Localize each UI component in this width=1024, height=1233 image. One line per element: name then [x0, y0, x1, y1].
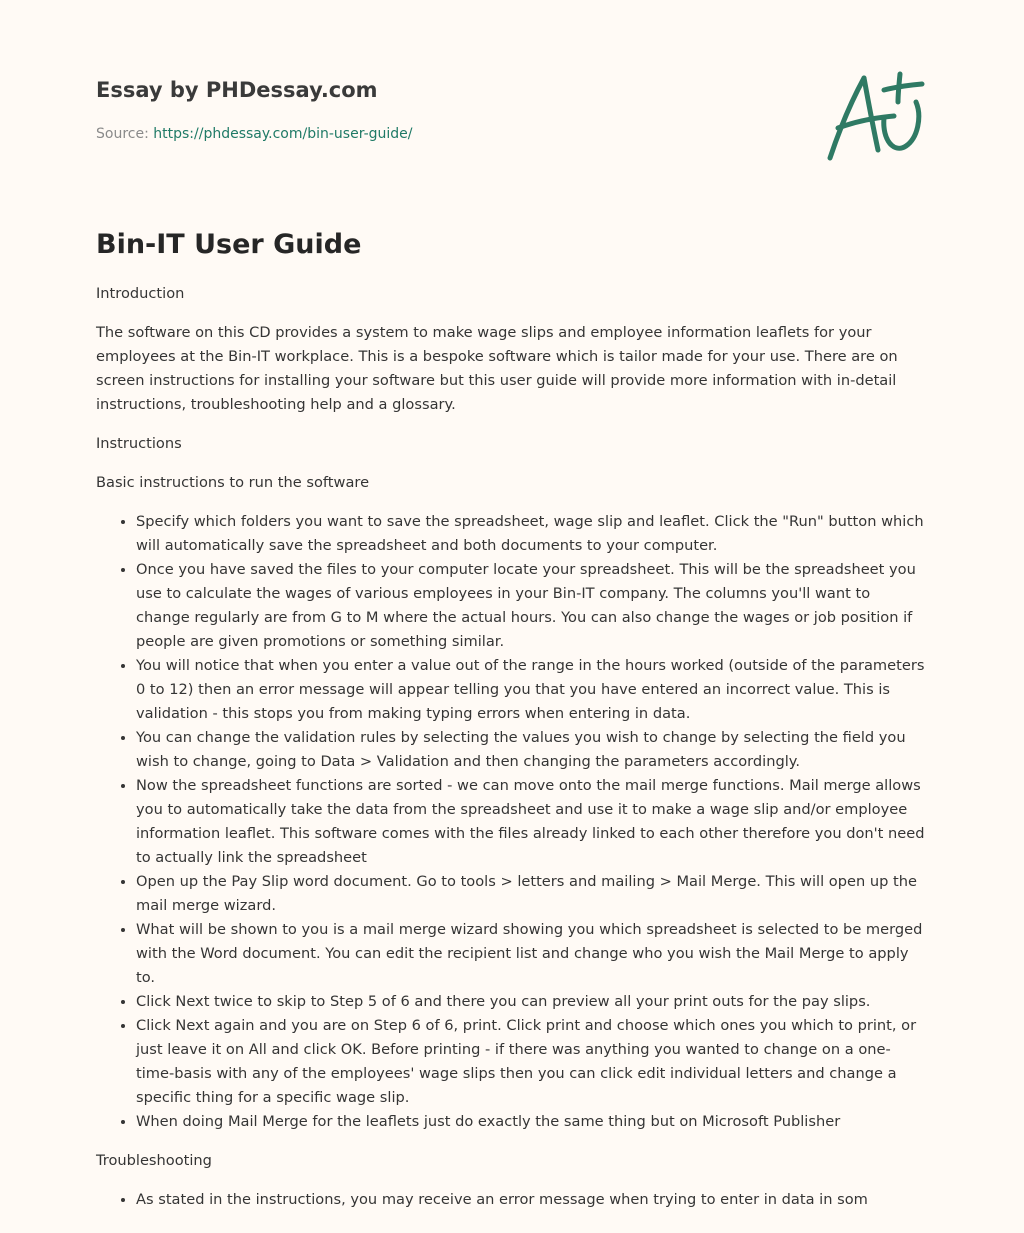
instructions-list: [96, 510, 928, 1134]
list-item: • You will notice that when you enter a value out of the range in the hours worked (outside of the parameters 0 to 12) then an error message will appear telling you that you have entered an incorrect value. This is validation - this stops you from making typing errors when entering in data.: [136, 654, 928, 726]
instructions-subheading: Basic instructions to run the software: [96, 474, 370, 491]
intro-paragraph: The software on this CD provides a system to make wage slips and employee information leaflets for your employees at the Bin-IT workplace. This is a bespoke software which is tailor made for your use. There are on screen instructions for installing your software but this user guide will provide more information with in-detail instructions, troubleshooting help and a glossary.: [96, 324, 898, 413]
a-plus-logo-icon: [820, 66, 930, 166]
list-item: • As stated in the instructions, you may receive an error message when trying to enter in data in som: [136, 1188, 928, 1212]
instructions-heading: Instructions: [96, 435, 182, 452]
list-item: • Specify which folders you want to save the spreadsheet, wage slip and leaflet. Click the "Run" button which will automatically save the spreadsheet and both documents to your computer.: [136, 510, 928, 558]
list-item: • Open up the Pay Slip word document. Go to tools > letters and mailing > Mail Merge. This will open up the mail merge wizard.: [136, 870, 928, 918]
list-item: • When doing Mail Merge for the leaflets just do exactly the same thing but on Microsoft Publisher: [136, 1110, 928, 1134]
list-item: • Now the spreadsheet functions are sorted - we can move onto the mail merge functions. Mail merge allows you to automatically take the data from the spreadsheet and use it to make a wage slip and/or employee information leaflet. This software comes with the files already linked to each other therefore you don't need to actually link the spreadsheet: [136, 774, 928, 870]
troubleshooting-list: [96, 1188, 928, 1212]
source-label: Source:: [96, 126, 154, 142]
list-item: • Once you have saved the files to your computer locate your spreadsheet. This will be the spreadsheet you use to calculate the wages of various employees in your Bin-IT company. The columns you'll want to change regularly are from G to M where the actual hours. You can also change the wages or job position if people are given promotions or something similar.: [136, 558, 928, 654]
intro-heading: Introduction: [96, 285, 185, 302]
brand-title: Essay by PHDessay.com: [96, 78, 378, 102]
list-item: • Click Next twice to skip to Step 5 of 6 and there you can preview all your print outs for the pay slips.: [136, 990, 928, 1014]
list-item: • Click Next again and you are on Step 6 of 6, print. Click print and choose which ones you which to print, or just leave it on All and click OK. Before printing - if there was anything you wanted to change on a one-time-basis with any of the employees' wage slips then you can click edit individual letters and change a specific thing for a specific wage slip.: [136, 1014, 928, 1110]
list-item: • What will be shown to you is a mail merge wizard showing you which spreadsheet is selected to be merged with the Word document. You can edit the recipient list and change who you wish the Mail Merge to apply to.: [136, 918, 928, 990]
essay-header: [96, 76, 796, 144]
source-link[interactable]: https://phdessay.com/bin-user-guide/: [153, 126, 413, 142]
article-title: Bin-IT User Guide: [96, 229, 362, 260]
source-line: [96, 124, 796, 144]
article: [96, 226, 928, 1227]
list-item: • You can change the validation rules by selecting the values you wish to change by selecting the field you wish to change, going to Data > Validation and then changing the parameters accordingly.: [136, 726, 928, 774]
troubleshooting-heading: Troubleshooting: [96, 1152, 212, 1169]
